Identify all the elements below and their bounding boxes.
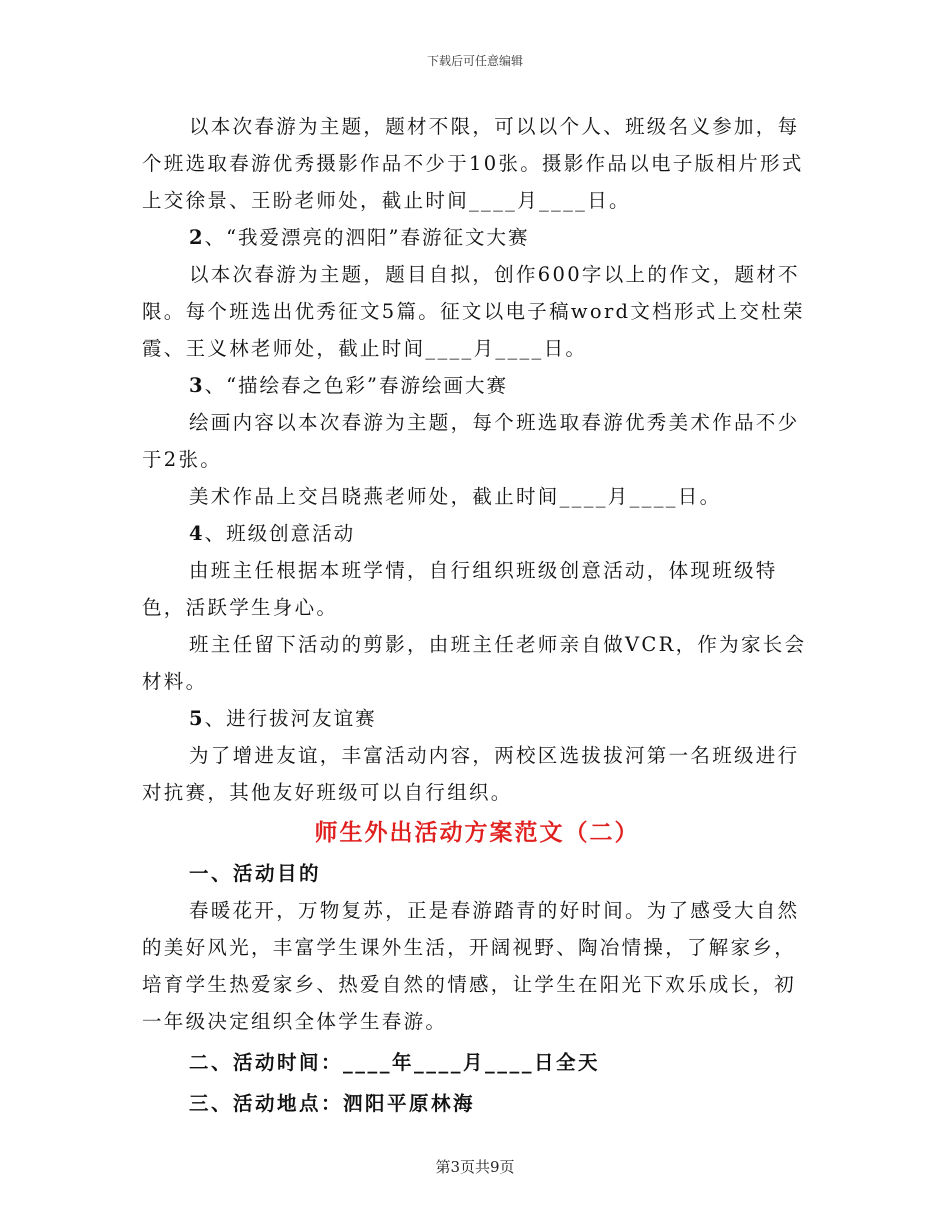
item-number: 4	[189, 522, 205, 545]
paragraph: 以本次春游为主题，题目自拟，创作600字以上的作文，题材不限。每个班选出优秀征文5篇。征文以电子稿word文档形式上交杜荣霞、王义林老师处，截止时间____月____日。	[142, 263, 805, 360]
item-number: 5	[189, 707, 205, 730]
section-heading-purpose: 一、活动目的	[189, 862, 322, 885]
item-heading-text: 、班级创意活动	[204, 522, 356, 545]
item-heading-4	[142, 515, 812, 552]
paragraph: 以本次春游为主题，题材不限，可以以个人、班级名义参加，每个班选取春游优秀摄影作品不少于10张。摄影作品以电子版相片形式上交徐景、王盼老师处，截止时间____月____日。	[142, 115, 804, 212]
item-heading-5	[142, 700, 812, 737]
section-title: 师生外出活动方案范文（二）	[314, 819, 640, 846]
paragraph: 美术作品上交吕晓燕老师处，截止时间____月____日。	[189, 485, 722, 508]
section-heading-time: 二、活动时间：____年____月____日全天	[189, 1051, 601, 1074]
item-heading-2	[142, 219, 812, 256]
paragraph: 春暖花开，万物复苏，正是春游踏青的好时间。为了感受大自然的美好风光，丰富学生课外生活，开阔视野、陶冶情操，了解家乡，培育学生热爱家乡、热爱自然的情感，让学生在阳光下欢乐成长，初一年级决定组织全体学生春游。	[142, 899, 800, 1033]
item-heading-text: 、“我爱漂亮的泗阳”春游征文大赛	[204, 226, 530, 249]
item-number: 3	[189, 374, 205, 397]
item-heading-text: 、“描绘春之色彩”春游绘画大赛	[204, 374, 509, 397]
paragraph: 班主任留下活动的剪影，由班主任老师亲自做VCR，作为家长会材料。	[142, 633, 807, 693]
page-footer: 第3页共9页	[435, 1158, 515, 1176]
item-heading-3	[142, 367, 812, 404]
paragraph: 为了增进友谊，丰富活动内容，两校区选拔拔河第一名班级进行对抗赛，其他友好班级可以自行组织。	[142, 744, 800, 804]
paragraph: 绘画内容以本次春游为主题，每个班选取春游优秀美术作品不少于2张。	[142, 411, 800, 471]
paragraph: 由班主任根据本班学情，自行组织班级创意活动，体现班级特色，活跃学生身心。	[142, 559, 778, 619]
section-heading-location: 三、活动地点：泗阳平原林海	[189, 1092, 476, 1115]
document-body	[142, 108, 812, 1122]
page-header: 下载后可任意编辑	[426, 54, 523, 68]
item-heading-text: 、进行拔河友谊赛	[204, 707, 377, 730]
item-number: 2	[189, 226, 205, 249]
